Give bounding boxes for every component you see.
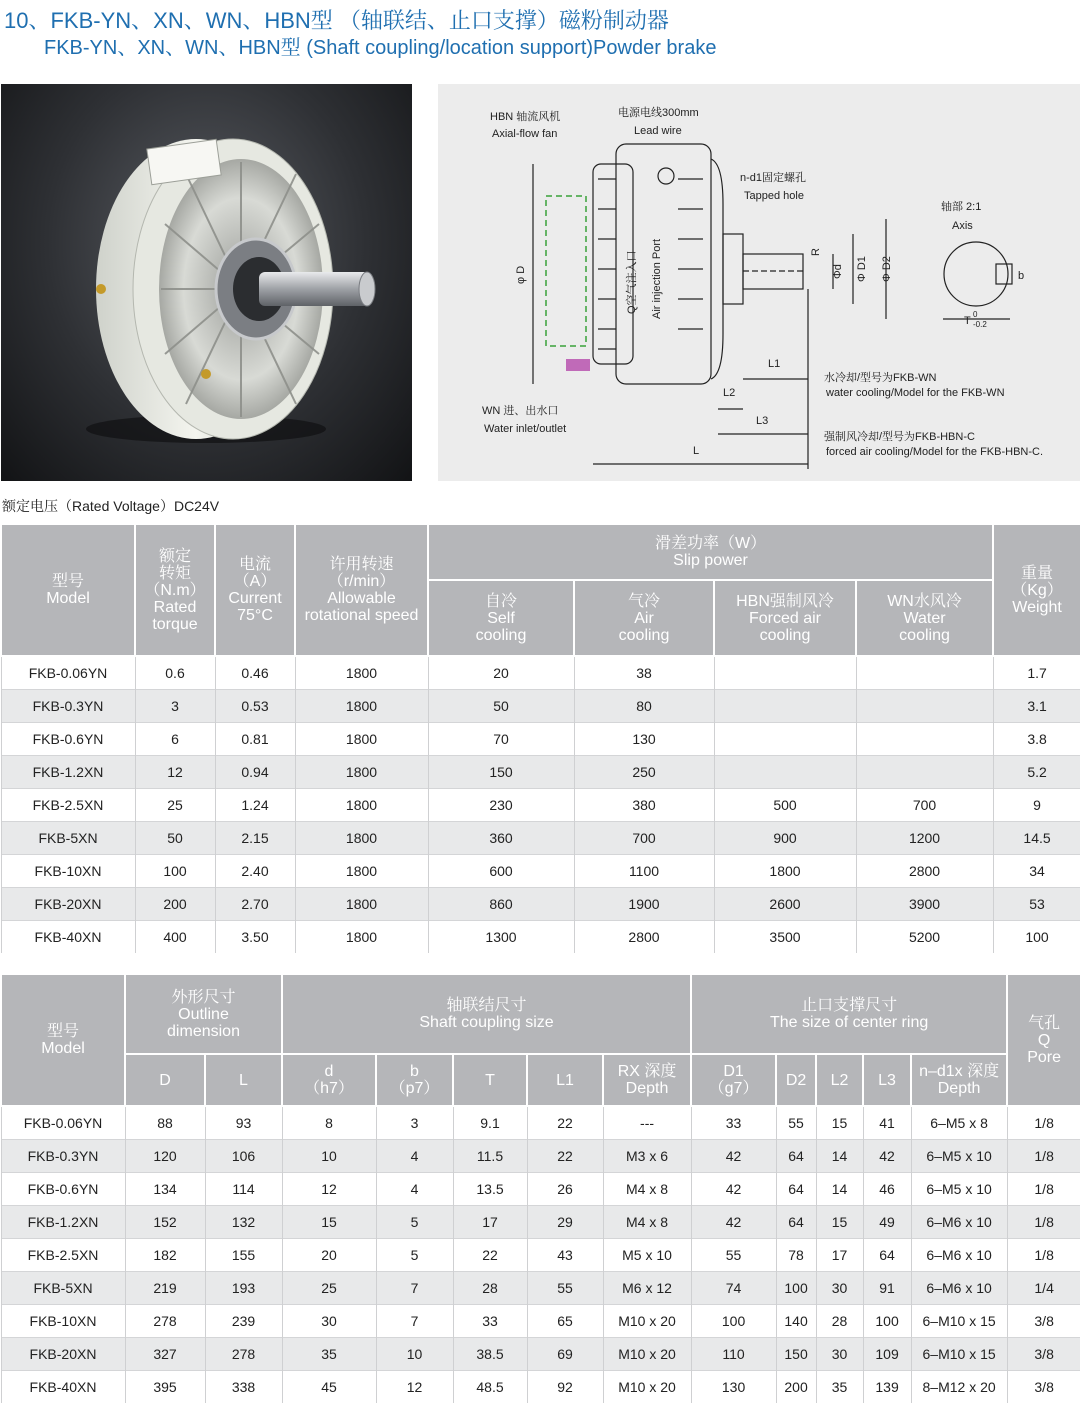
dim-t: T: [964, 315, 971, 327]
table-cell: 35: [282, 1338, 376, 1371]
table-cell: 64: [776, 1140, 816, 1173]
table-cell: 239: [205, 1305, 282, 1338]
table-cell: 38.5: [453, 1338, 527, 1371]
air-cn-label: Q空气注入口: [626, 250, 638, 314]
dimension-table-body: [1, 1106, 1080, 1403]
hbn-en-label: forced air cooling/Model for the FKB-HBN-C.: [826, 446, 1044, 458]
table-cell: 1300: [428, 921, 574, 954]
air-en-label: Air injection Port: [651, 238, 663, 319]
table-cell: 150: [428, 756, 574, 789]
table-cell: M6 x 12: [603, 1272, 691, 1305]
table-cell: 400: [135, 921, 215, 954]
table-cell: 1200: [856, 822, 993, 855]
table-cell: 34: [993, 855, 1080, 888]
table-cell: 134: [125, 1173, 205, 1206]
table-cell: 130: [574, 723, 714, 756]
header-d: d （h7）: [282, 1054, 376, 1106]
table-cell: 64: [776, 1206, 816, 1239]
table-cell: M5 x 10: [603, 1239, 691, 1272]
table-cell: 1800: [295, 789, 428, 822]
table-cell: 200: [776, 1371, 816, 1404]
table-row: [1, 1305, 1080, 1338]
table-cell: 100: [776, 1272, 816, 1305]
table-cell: 6–M6 x 10: [911, 1272, 1007, 1305]
dim-t-up: 0: [973, 310, 978, 319]
table-cell: 22: [527, 1106, 603, 1140]
table-cell: FKB-10XN: [1, 1305, 125, 1338]
table-cell: FKB-2.5XN: [1, 789, 135, 822]
table-cell: 49: [863, 1206, 911, 1239]
table-cell: 14: [816, 1173, 863, 1206]
table-cell: M10 x 20: [603, 1338, 691, 1371]
table-cell: 3: [376, 1106, 453, 1140]
water-en-label: Water inlet/outlet: [484, 423, 567, 435]
table-cell: 41: [863, 1106, 911, 1140]
table-cell: 114: [205, 1173, 282, 1206]
axis-en-label: Axis: [952, 220, 973, 232]
wire-cn-label: 电源电线300mm: [618, 107, 699, 119]
table-cell: 1/4: [1007, 1272, 1080, 1305]
powder-brake-illustration: [1, 84, 412, 481]
table-cell: 152: [125, 1206, 205, 1239]
table-cell: FKB-5XN: [1, 1272, 125, 1305]
performance-table: [0, 523, 1080, 953]
table-cell: 1800: [295, 921, 428, 954]
header-t: T: [453, 1054, 527, 1106]
table-cell: 13.5: [453, 1173, 527, 1206]
table-cell: 5200: [856, 921, 993, 954]
table-cell: 78: [776, 1239, 816, 1272]
table-cell: 65: [527, 1305, 603, 1338]
table-row: [1, 690, 1080, 723]
table-cell: [856, 690, 993, 723]
table-cell: 100: [691, 1305, 776, 1338]
table-cell: 1.24: [215, 789, 295, 822]
table-row: [1, 756, 1080, 789]
header-outline: 外形尺寸 Outline dimension: [125, 974, 282, 1054]
table-row: [1, 822, 1080, 855]
table-cell: 20: [428, 656, 574, 690]
table-cell: 860: [428, 888, 574, 921]
table-cell: 1.7: [993, 656, 1080, 690]
header-torque: 额定 转矩 （N.m） Rated torque: [135, 524, 215, 656]
table-row: [1, 1338, 1080, 1371]
table-cell: 155: [205, 1239, 282, 1272]
table-cell: 110: [691, 1338, 776, 1371]
table-cell: 28: [816, 1305, 863, 1338]
table-cell: 17: [816, 1239, 863, 1272]
table-cell: 1800: [295, 656, 428, 690]
header-d2: D2: [776, 1054, 816, 1106]
header-model: 型号 Model: [1, 974, 125, 1106]
table-cell: 64: [863, 1239, 911, 1272]
table-cell: 20: [282, 1239, 376, 1272]
table-cell: FKB-1.2XN: [1, 756, 135, 789]
table-cell: 1800: [295, 855, 428, 888]
table-cell: 6–M5 x 10: [911, 1140, 1007, 1173]
water-cn-label: WN 进、出水口: [482, 405, 559, 417]
table-cell: 327: [125, 1338, 205, 1371]
table-cell: 69: [527, 1338, 603, 1371]
table-cell: 22: [527, 1140, 603, 1173]
table-cell: 33: [453, 1305, 527, 1338]
table-row: [1, 1239, 1080, 1272]
table-cell: 30: [282, 1305, 376, 1338]
table-cell: 8: [282, 1106, 376, 1140]
performance-table-body: [1, 656, 1080, 953]
table-cell: 6–M10 x 15: [911, 1305, 1007, 1338]
table-cell: 0.81: [215, 723, 295, 756]
header-l2: L2: [816, 1054, 863, 1106]
table-cell: [856, 723, 993, 756]
table-cell: 2800: [856, 855, 993, 888]
table-cell: 22: [453, 1239, 527, 1272]
table-row: [1, 723, 1080, 756]
table-cell: [714, 756, 856, 789]
table-cell: 2.70: [215, 888, 295, 921]
table-cell: 7: [376, 1305, 453, 1338]
table-cell: 33: [691, 1106, 776, 1140]
fan-en-label: Axial-flow fan: [492, 128, 558, 140]
table-cell: FKB-1.2XN: [1, 1206, 125, 1239]
table-cell: 360: [428, 822, 574, 855]
table-cell: 11.5: [453, 1140, 527, 1173]
table-cell: 92: [527, 1371, 603, 1404]
header-d-outer: D: [125, 1054, 205, 1106]
header-shaft-coupling: 轴联结尺寸 Shaft coupling size: [282, 974, 691, 1054]
table-cell: 3.50: [215, 921, 295, 954]
table-cell: 6–M6 x 10: [911, 1206, 1007, 1239]
table-row: [1, 1106, 1080, 1140]
table-cell: FKB-2.5XN: [1, 1239, 125, 1272]
table-row: [1, 1272, 1080, 1305]
hole-cn-label: n-d1固定螺孔: [740, 172, 807, 184]
header-center-ring: 止口支撑尺寸 The size of center ring: [691, 974, 1007, 1054]
table-cell: 139: [863, 1371, 911, 1404]
dim-phi-d1: Φ D1: [856, 256, 868, 282]
table-cell: 15: [816, 1206, 863, 1239]
dim-b: b: [1018, 270, 1025, 282]
dim-l1: L1: [768, 358, 781, 370]
table-cell: 15: [282, 1206, 376, 1239]
header-current: 电流 （A） Current 75°C: [215, 524, 295, 656]
table-cell: 45: [282, 1371, 376, 1404]
table-cell: 8–M12 x 20: [911, 1371, 1007, 1404]
table-cell: 26: [527, 1173, 603, 1206]
header-nd1: n–d1x 深度 Depth: [911, 1054, 1007, 1106]
header-wn-cooling: WN水风冷 Water cooling: [856, 580, 993, 656]
table-cell: 106: [205, 1140, 282, 1173]
table-cell: FKB-0.3YN: [1, 1140, 125, 1173]
table-cell: 278: [205, 1338, 282, 1371]
table-cell: 3/8: [1007, 1305, 1080, 1338]
table-cell: 12: [376, 1371, 453, 1404]
table-cell: 88: [125, 1106, 205, 1140]
header-weight: 重量 （Kg） Weight: [993, 524, 1080, 656]
table-cell: 1800: [295, 888, 428, 921]
table-cell: 1/8: [1007, 1140, 1080, 1173]
table-cell: FKB-0.3YN: [1, 690, 135, 723]
table-cell: 1/8: [1007, 1206, 1080, 1239]
wire-en-label: Lead wire: [634, 125, 682, 137]
axis-cn-label: 轴部 2:1: [941, 201, 982, 213]
table-cell: 900: [714, 822, 856, 855]
table-cell: 1/8: [1007, 1239, 1080, 1272]
rated-voltage: 额定电压（Rated Voltage）DC24V: [2, 498, 220, 514]
table-cell: 42: [691, 1206, 776, 1239]
header-l1: L1: [527, 1054, 603, 1106]
table-cell: 48.5: [453, 1371, 527, 1404]
header-rx: RX 深度 Depth: [603, 1054, 691, 1106]
table-row: [1, 656, 1080, 690]
table-cell: FKB-5XN: [1, 822, 135, 855]
dim-l: L: [693, 445, 700, 457]
header-l: L: [205, 1054, 282, 1106]
table-cell: 100: [135, 855, 215, 888]
table-cell: 6: [135, 723, 215, 756]
table-cell: FKB-0.6YN: [1, 723, 135, 756]
header-self-cooling: 自冷 Self cooling: [428, 580, 574, 656]
table-cell: 5: [376, 1206, 453, 1239]
table-cell: 1100: [574, 855, 714, 888]
table-cell: ---: [603, 1106, 691, 1140]
table-cell: 64: [776, 1173, 816, 1206]
table-cell: 380: [574, 789, 714, 822]
page-title: 10、FKB-YN、XN、WN、HBN型 （轴联结、止口支撑）磁粉制动器: [4, 8, 669, 33]
table-cell: 1800: [295, 723, 428, 756]
table-cell: FKB-10XN: [1, 855, 135, 888]
table-cell: M10 x 20: [603, 1305, 691, 1338]
table-cell: 55: [527, 1272, 603, 1305]
table-cell: 0.94: [215, 756, 295, 789]
table-cell: M3 x 6: [603, 1140, 691, 1173]
table-cell: 7: [376, 1272, 453, 1305]
table-cell: 395: [125, 1371, 205, 1404]
table-cell: 12: [282, 1173, 376, 1206]
table-cell: 55: [776, 1106, 816, 1140]
table-cell: M10 x 20: [603, 1371, 691, 1404]
table-row: [1, 1206, 1080, 1239]
table-cell: [856, 656, 993, 690]
table-cell: 9.1: [453, 1106, 527, 1140]
header-b: b （p7）: [376, 1054, 453, 1106]
header-hbn-cooling: HBN强制风冷 Forced air cooling: [714, 580, 856, 656]
table-cell: 278: [125, 1305, 205, 1338]
table-cell: 42: [863, 1140, 911, 1173]
table-cell: 100: [993, 921, 1080, 954]
table-cell: 35: [816, 1371, 863, 1404]
table-cell: 193: [205, 1272, 282, 1305]
dim-r: R: [810, 248, 822, 256]
table-cell: 1800: [295, 756, 428, 789]
table-cell: 219: [125, 1272, 205, 1305]
header-model: 型号 Model: [1, 524, 135, 656]
table-cell: 14.5: [993, 822, 1080, 855]
table-cell: M4 x 8: [603, 1173, 691, 1206]
table-cell: 6–M10 x 15: [911, 1338, 1007, 1371]
table-cell: 5: [376, 1239, 453, 1272]
table-cell: FKB-0.06YN: [1, 656, 135, 690]
table-cell: 1/8: [1007, 1173, 1080, 1206]
table-cell: [714, 690, 856, 723]
table-cell: 3.1: [993, 690, 1080, 723]
table-cell: 30: [816, 1272, 863, 1305]
table-cell: 43: [527, 1239, 603, 1272]
header-air-cooling: 气冷 Air cooling: [574, 580, 714, 656]
table-cell: 3/8: [1007, 1371, 1080, 1404]
table-cell: 0.53: [215, 690, 295, 723]
header-pore: 气孔 Q Pore: [1007, 974, 1080, 1106]
table-row: [1, 1173, 1080, 1206]
table-cell: 28: [453, 1272, 527, 1305]
table-cell: 0.6: [135, 656, 215, 690]
table-cell: 46: [863, 1173, 911, 1206]
table-cell: 25: [135, 789, 215, 822]
wn-cn-label: 水冷却/型号为FKB-WN: [824, 372, 937, 384]
page-subtitle: FKB-YN、XN、WN、HBN型 (Shaft coupling/location support)Powder brake: [44, 37, 717, 59]
table-cell: 2600: [714, 888, 856, 921]
table-cell: 600: [428, 855, 574, 888]
table-cell: FKB-40XN: [1, 1371, 125, 1404]
hole-en-label: Tapped hole: [744, 190, 804, 202]
table-cell: FKB-20XN: [1, 888, 135, 921]
table-cell: 14: [816, 1140, 863, 1173]
table-cell: 70: [428, 723, 574, 756]
table-cell: 2.15: [215, 822, 295, 855]
table-cell: 3.8: [993, 723, 1080, 756]
table-cell: M4 x 8: [603, 1206, 691, 1239]
table-cell: FKB-20XN: [1, 1338, 125, 1371]
table-cell: 109: [863, 1338, 911, 1371]
table-cell: FKB-0.06YN: [1, 1106, 125, 1140]
table-cell: 6–M6 x 10: [911, 1239, 1007, 1272]
dim-l3: L3: [756, 415, 769, 427]
table-cell: 1800: [295, 822, 428, 855]
table-cell: 1800: [714, 855, 856, 888]
table-cell: 4: [376, 1173, 453, 1206]
dim-l2: L2: [723, 387, 736, 399]
table-cell: 17: [453, 1206, 527, 1239]
table-row: [1, 1140, 1080, 1173]
dimension-table: [0, 973, 1080, 1403]
table-row: [1, 888, 1080, 921]
dim-t-down: -0.2: [973, 320, 987, 329]
header-speed: 许用转速 （r/min） Allowable rotational speed: [295, 524, 428, 656]
table-cell: 9: [993, 789, 1080, 822]
table-cell: 6–M5 x 10: [911, 1173, 1007, 1206]
table-cell: 500: [714, 789, 856, 822]
table-cell: 150: [776, 1338, 816, 1371]
table-cell: 132: [205, 1206, 282, 1239]
table-row: [1, 1371, 1080, 1404]
table-cell: 250: [574, 756, 714, 789]
table-cell: 120: [125, 1140, 205, 1173]
table-cell: 1/8: [1007, 1106, 1080, 1140]
table-cell: [714, 723, 856, 756]
table-cell: 1900: [574, 888, 714, 921]
table-cell: 130: [691, 1371, 776, 1404]
table-cell: 15: [816, 1106, 863, 1140]
table-cell: 700: [856, 789, 993, 822]
table-cell: 2.40: [215, 855, 295, 888]
table-row: [1, 855, 1080, 888]
table-row: [1, 921, 1080, 954]
table-cell: [856, 756, 993, 789]
table-cell: 29: [527, 1206, 603, 1239]
table-cell: 230: [428, 789, 574, 822]
table-cell: 4: [376, 1140, 453, 1173]
header-d1: D1 （g7）: [691, 1054, 776, 1106]
table-cell: 5.2: [993, 756, 1080, 789]
table-cell: 10: [282, 1140, 376, 1173]
table-cell: FKB-40XN: [1, 921, 135, 954]
table-cell: 140: [776, 1305, 816, 1338]
table-cell: 74: [691, 1272, 776, 1305]
table-cell: 100: [863, 1305, 911, 1338]
table-cell: 182: [125, 1239, 205, 1272]
table-cell: 3500: [714, 921, 856, 954]
dim-phi-d2: Φ D2: [881, 256, 893, 282]
table-cell: 200: [135, 888, 215, 921]
wn-en-label: water cooling/Model for the FKB-WN: [826, 387, 1005, 399]
table-cell: 3: [135, 690, 215, 723]
table-cell: 42: [691, 1173, 776, 1206]
table-cell: 80: [574, 690, 714, 723]
table-cell: 700: [574, 822, 714, 855]
table-cell: [714, 656, 856, 690]
header-l3: L3: [863, 1054, 911, 1106]
table-cell: 25: [282, 1272, 376, 1305]
table-cell: 50: [135, 822, 215, 855]
table-cell: 3/8: [1007, 1338, 1080, 1371]
table-cell: 338: [205, 1371, 282, 1404]
table-cell: FKB-0.6YN: [1, 1173, 125, 1206]
table-cell: 2800: [574, 921, 714, 954]
table-cell: 55: [691, 1239, 776, 1272]
fan-cn-label: HBN 轴流风机: [490, 111, 561, 123]
table-cell: 93: [205, 1106, 282, 1140]
table-cell: 0.46: [215, 656, 295, 690]
header-slip-power: 滑差功率（W） Slip power: [428, 524, 993, 580]
table-cell: 53: [993, 888, 1080, 921]
dim-phi-d-outer: φ D: [515, 265, 527, 284]
table-cell: 50: [428, 690, 574, 723]
table-cell: 38: [574, 656, 714, 690]
dim-phi-d: Φd: [832, 264, 844, 279]
table-cell: 12: [135, 756, 215, 789]
product-photo: [1, 84, 412, 481]
table-cell: 1800: [295, 690, 428, 723]
table-row: [1, 789, 1080, 822]
table-cell: 42: [691, 1140, 776, 1173]
technical-drawing: [438, 84, 1080, 481]
table-cell: 6–M5 x 8: [911, 1106, 1007, 1140]
table-cell: 10: [376, 1338, 453, 1371]
table-cell: 3900: [856, 888, 993, 921]
table-cell: 91: [863, 1272, 911, 1305]
hbn-cn-label: 强制风冷却/型号为FKB-HBN-C: [824, 431, 975, 443]
table-cell: 30: [816, 1338, 863, 1371]
